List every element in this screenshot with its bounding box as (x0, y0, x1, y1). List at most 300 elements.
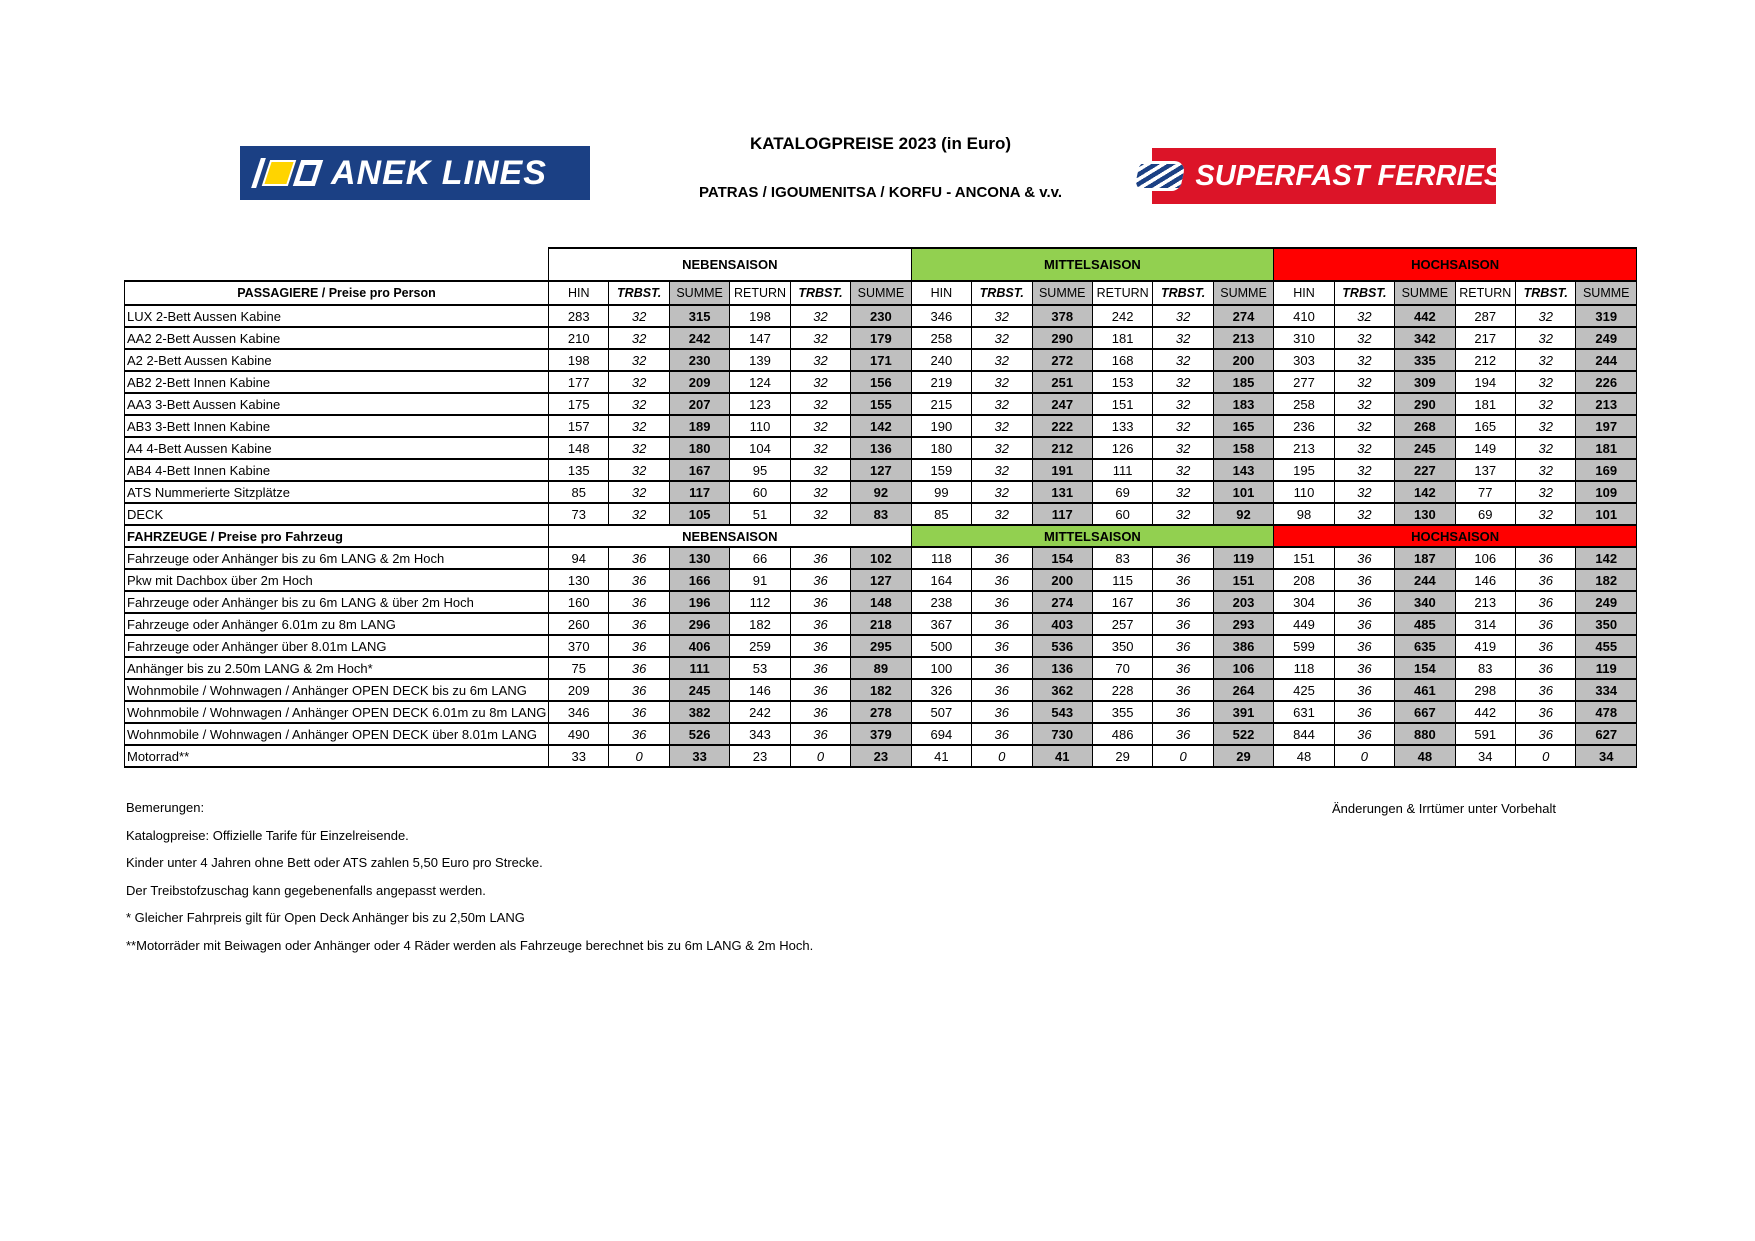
price-cell: 32 (1334, 459, 1394, 481)
price-cell: 631 (1274, 701, 1334, 723)
price-cell: 309 (1395, 371, 1455, 393)
price-cell: 32 (1334, 437, 1394, 459)
table-row (125, 745, 1637, 767)
col-header-summe: SUMME (1395, 281, 1455, 305)
price-cell: 48 (1274, 745, 1334, 767)
price-cell: 142 (851, 415, 911, 437)
price-cell: 191 (1032, 459, 1092, 481)
price-cell: 32 (609, 437, 669, 459)
price-cell: 32 (972, 371, 1032, 393)
price-cell: 99 (911, 481, 971, 503)
column-header-row (125, 281, 1637, 305)
price-cell: 406 (669, 635, 729, 657)
price-cell: 36 (609, 679, 669, 701)
price-cell: 258 (1274, 393, 1334, 415)
col-header-summe: SUMME (1576, 281, 1637, 305)
price-cell: 41 (911, 745, 971, 767)
price-cell: 32 (790, 305, 850, 327)
price-cell: 32 (609, 393, 669, 415)
table-row (125, 349, 1637, 371)
price-cell: 32 (609, 415, 669, 437)
price-cell: 310 (1274, 327, 1334, 349)
price-cell: 32 (790, 437, 850, 459)
price-cell: 226 (1576, 371, 1637, 393)
price-cell: 124 (730, 371, 790, 393)
price-cell: 591 (1455, 723, 1515, 745)
price-cell: 104 (730, 437, 790, 459)
table-row (125, 481, 1637, 503)
price-cell: 36 (790, 679, 850, 701)
price-cell: 315 (669, 305, 729, 327)
price-cell: 94 (549, 547, 609, 569)
price-cell: 36 (972, 569, 1032, 591)
flag-yellow-box (262, 160, 296, 186)
price-cell: 32 (790, 415, 850, 437)
blank-cell (125, 248, 549, 281)
price-cell: 32 (1153, 327, 1213, 349)
row-label: AB3 3-Bett Innen Kabine (125, 415, 549, 437)
price-cell: 153 (1092, 371, 1152, 393)
table-head-static (125, 248, 1637, 305)
disclaimer-text: Änderungen & Irrtümer unter Vorbehalt (1332, 801, 1557, 816)
price-cell: 36 (1334, 657, 1394, 679)
price-cell: 36 (972, 701, 1032, 723)
price-cell: 171 (851, 349, 911, 371)
price-cell: 32 (1153, 305, 1213, 327)
table-row (125, 547, 1637, 569)
passenger-section-header: PASSAGIERE / Preise pro Person (125, 281, 549, 305)
superfast-ferries-logo (1152, 148, 1511, 204)
price-cell: 182 (851, 679, 911, 701)
price-cell: 66 (730, 547, 790, 569)
price-cell: 32 (609, 459, 669, 481)
price-cell: 36 (1516, 635, 1576, 657)
superfast-flag-icon (1134, 161, 1186, 191)
price-cell: 32 (1334, 415, 1394, 437)
price-cell: 36 (609, 657, 669, 679)
price-cell: 36 (972, 723, 1032, 745)
price-cell: 251 (1032, 371, 1092, 393)
price-cell: 442 (1395, 305, 1455, 327)
price-cell: 386 (1213, 635, 1273, 657)
price-cell: 157 (549, 415, 609, 437)
price-cell: 342 (1395, 327, 1455, 349)
price-cell: 461 (1395, 679, 1455, 701)
price-cell: 486 (1092, 723, 1152, 745)
anek-logo-text: ANEK LINES (331, 153, 547, 192)
season-mittelsaison: MITTELSAISON (911, 248, 1274, 281)
price-cell: 136 (1032, 657, 1092, 679)
price-cell: 36 (790, 591, 850, 613)
price-cell: 32 (609, 349, 669, 371)
price-cell: 230 (851, 305, 911, 327)
price-cell: 36 (972, 635, 1032, 657)
price-cell: 200 (1213, 349, 1273, 371)
price-cell: 32 (790, 481, 850, 503)
row-label: Motorrad** (125, 745, 549, 767)
col-header-summe: SUMME (851, 281, 911, 305)
price-cell: 36 (1516, 591, 1576, 613)
price-cell: 112 (730, 591, 790, 613)
table-row (125, 393, 1637, 415)
price-cell: 536 (1032, 635, 1092, 657)
table-row (125, 723, 1637, 745)
note-line: * Gleicher Fahrpreis gilt für Open Deck Anhänger bis zu 2,50m LANG (126, 910, 525, 925)
price-cell: 382 (669, 701, 729, 723)
price-cell: 69 (1455, 503, 1515, 525)
price-cell: 526 (669, 723, 729, 745)
price-cell: 335 (1395, 349, 1455, 371)
price-cell: 180 (911, 437, 971, 459)
price-cell: 36 (1334, 679, 1394, 701)
price-cell: 227 (1395, 459, 1455, 481)
col-header-trbst: TRBST. (609, 281, 669, 305)
price-cell: 181 (1576, 437, 1637, 459)
price-cell: 219 (911, 371, 971, 393)
price-cell: 117 (669, 481, 729, 503)
price-cell: 131 (1032, 481, 1092, 503)
price-cell: 36 (1153, 657, 1213, 679)
row-label: Wohnmobile / Wohnwagen / Anhänger OPEN DECK bis zu 6m LANG (125, 679, 549, 701)
price-cell: 32 (972, 327, 1032, 349)
vehicle-section-header: FAHRZEUGE / Preise pro Fahrzeug (125, 525, 549, 547)
price-cell: 36 (609, 613, 669, 635)
price-cell: 32 (1516, 481, 1576, 503)
table-row (125, 437, 1637, 459)
price-cell: 425 (1274, 679, 1334, 701)
table-row (125, 591, 1637, 613)
price-cell: 142 (1395, 481, 1455, 503)
price-cell: 346 (549, 701, 609, 723)
price-cell: 148 (549, 437, 609, 459)
price-cell: 350 (1576, 613, 1637, 635)
price-cell: 367 (911, 613, 971, 635)
price-cell: 249 (1576, 591, 1637, 613)
table-row (125, 657, 1637, 679)
price-cell: 142 (1576, 547, 1637, 569)
row-label: Fahrzeuge oder Anhänger bis zu 6m LANG & über 2m Hoch (125, 591, 549, 613)
price-cell: 198 (549, 349, 609, 371)
season-nebensaison: NEBENSAISON (549, 248, 912, 281)
note-line: **Motorräder mit Beiwagen oder Anhänger oder 4 Räder werden als Fahrzeuge berechnet bis zu 6m LANG & 2m Hoch. (126, 937, 814, 953)
price-cell: 198 (730, 305, 790, 327)
price-cell: 106 (1213, 657, 1273, 679)
price-cell: 23 (851, 745, 911, 767)
price-cell: 213 (1213, 327, 1273, 349)
price-cell: 118 (1274, 657, 1334, 679)
price-cell: 151 (1274, 547, 1334, 569)
flag-white-box (293, 160, 323, 186)
price-cell: 378 (1032, 305, 1092, 327)
price-cell: 304 (1274, 591, 1334, 613)
price-cell: 32 (1334, 393, 1394, 415)
price-cell: 543 (1032, 701, 1092, 723)
price-cell: 101 (1576, 503, 1637, 525)
price-cell: 89 (851, 657, 911, 679)
price-cell: 70 (1092, 657, 1152, 679)
col-header-trbst: TRBST. (1334, 281, 1394, 305)
price-cell: 155 (851, 393, 911, 415)
price-cell: 32 (1334, 481, 1394, 503)
price-cell: 32 (972, 459, 1032, 481)
price-cell: 32 (972, 437, 1032, 459)
price-cell: 111 (669, 657, 729, 679)
price-cell: 127 (851, 459, 911, 481)
price-cell: 244 (1576, 349, 1637, 371)
price-cell: 264 (1213, 679, 1273, 701)
price-cell: 159 (911, 459, 971, 481)
price-cell: 32 (1516, 459, 1576, 481)
vehicle-head-static (125, 525, 1637, 547)
price-cell: 32 (1516, 415, 1576, 437)
price-cell: 149 (1455, 437, 1515, 459)
col-header-hin: HIN (1274, 281, 1334, 305)
price-cell: 151 (1092, 393, 1152, 415)
price-cell: 32 (972, 503, 1032, 525)
note-line: Der Treibstofzuschag kann gegebenenfalls angepasst werden. (126, 882, 486, 898)
price-cell: 33 (669, 745, 729, 767)
price-cell: 362 (1032, 679, 1092, 701)
price-cell: 83 (1455, 657, 1515, 679)
price-cell: 32 (790, 459, 850, 481)
col-header-trbst: TRBST. (972, 281, 1032, 305)
price-cell: 213 (1274, 437, 1334, 459)
price-cell: 478 (1576, 701, 1637, 723)
price-cell: 287 (1455, 305, 1515, 327)
price-cell: 183 (1213, 393, 1273, 415)
price-cell: 32 (1334, 349, 1394, 371)
price-cell: 92 (851, 481, 911, 503)
price-cell: 36 (972, 547, 1032, 569)
price-cell: 32 (1153, 349, 1213, 371)
price-cell: 242 (1092, 305, 1152, 327)
price-cell: 0 (1516, 745, 1576, 767)
price-cell: 115 (1092, 569, 1152, 591)
price-cell: 242 (730, 701, 790, 723)
price-cell: 32 (1516, 349, 1576, 371)
price-cell: 167 (1092, 591, 1152, 613)
price-cell: 295 (851, 635, 911, 657)
price-cell: 290 (1395, 393, 1455, 415)
price-cell: 83 (851, 503, 911, 525)
price-cell: 36 (609, 591, 669, 613)
price-cell: 95 (730, 459, 790, 481)
price-cell: 60 (1092, 503, 1152, 525)
price-cell: 91 (730, 569, 790, 591)
price-cell: 102 (851, 547, 911, 569)
table-row (125, 503, 1637, 525)
price-cell: 36 (1516, 701, 1576, 723)
price-cell: 32 (972, 415, 1032, 437)
price-cell: 23 (730, 745, 790, 767)
price-cell: 36 (790, 635, 850, 657)
price-cell: 260 (549, 613, 609, 635)
price-cell: 247 (1032, 393, 1092, 415)
price-cell: 218 (851, 613, 911, 635)
price-cell: 213 (1455, 591, 1515, 613)
note-line: Bemerungen: (126, 800, 205, 815)
row-label: DECK (125, 503, 549, 525)
price-cell: 185 (1213, 371, 1273, 393)
row-label: AA2 2-Bett Aussen Kabine (125, 327, 549, 349)
price-cell: 32 (609, 503, 669, 525)
price-cell: 0 (609, 745, 669, 767)
price-cell: 100 (911, 657, 971, 679)
price-cell: 36 (609, 547, 669, 569)
price-cell: 101 (1213, 481, 1273, 503)
price-cell: 130 (669, 547, 729, 569)
price-cell: 36 (1153, 635, 1213, 657)
price-cell: 296 (669, 613, 729, 635)
row-label: AA3 3-Bett Aussen Kabine (125, 393, 549, 415)
price-cell: 36 (1153, 591, 1213, 613)
price-cell: 350 (1092, 635, 1152, 657)
price-cell: 319 (1576, 305, 1637, 327)
price-cell: 730 (1032, 723, 1092, 745)
price-cell: 187 (1395, 547, 1455, 569)
price-cell: 32 (790, 503, 850, 525)
col-header-return: RETURN (1455, 281, 1515, 305)
price-cell: 146 (730, 679, 790, 701)
price-cell: 36 (790, 569, 850, 591)
price-cell: 334 (1576, 679, 1637, 701)
price-cell: 36 (972, 657, 1032, 679)
price-cell: 189 (669, 415, 729, 437)
price-cell: 210 (549, 327, 609, 349)
price-cell: 190 (911, 415, 971, 437)
row-label: Fahrzeuge oder Anhänger über 8.01m LANG (125, 635, 549, 657)
price-cell: 259 (730, 635, 790, 657)
price-cell: 167 (669, 459, 729, 481)
price-cell: 36 (790, 723, 850, 745)
vehicle-season-header-row (125, 525, 1637, 547)
price-cell: 32 (972, 481, 1032, 503)
price-cell: 36 (609, 701, 669, 723)
table-row (125, 569, 1637, 591)
table-row (125, 635, 1637, 657)
price-cell: 298 (1455, 679, 1515, 701)
price-cell: 36 (1153, 679, 1213, 701)
price-cell: 154 (1032, 547, 1092, 569)
price-cell: 303 (1274, 349, 1334, 371)
price-cell: 36 (1153, 723, 1213, 745)
price-cell: 105 (669, 503, 729, 525)
price-cell: 236 (1274, 415, 1334, 437)
price-cell: 36 (609, 635, 669, 657)
price-cell: 507 (911, 701, 971, 723)
price-cell: 314 (1455, 613, 1515, 635)
price-cell: 146 (1455, 569, 1515, 591)
price-cell: 209 (669, 371, 729, 393)
price-cell: 36 (1334, 701, 1394, 723)
price-cell: 151 (1213, 569, 1273, 591)
price-cell: 36 (1516, 723, 1576, 745)
price-cell: 169 (1576, 459, 1637, 481)
price-cell: 36 (1516, 569, 1576, 591)
row-label: LUX 2-Bett Aussen Kabine (125, 305, 549, 327)
passenger-rows (125, 305, 1637, 525)
row-label: AB4 4-Bett Innen Kabine (125, 459, 549, 481)
price-cell: 522 (1213, 723, 1273, 745)
price-cell: 242 (669, 327, 729, 349)
price-cell: 147 (730, 327, 790, 349)
route-subtitle: PATRAS / IGOUMENITSA / KORFU - ANCONA & v.v. (698, 184, 1063, 201)
price-cell: 77 (1455, 481, 1515, 503)
price-cell: 213 (1576, 393, 1637, 415)
price-cell: 166 (669, 569, 729, 591)
price-cell: 160 (549, 591, 609, 613)
price-cell: 165 (1213, 415, 1273, 437)
price-cell: 181 (1455, 393, 1515, 415)
price-cell: 36 (972, 679, 1032, 701)
price-cell: 222 (1032, 415, 1092, 437)
price-cell: 32 (972, 393, 1032, 415)
price-cell: 36 (790, 547, 850, 569)
price-cell: 32 (1516, 503, 1576, 525)
price-cell: 274 (1213, 305, 1273, 327)
price-cell: 340 (1395, 591, 1455, 613)
price-cell: 599 (1274, 635, 1334, 657)
price-cell: 98 (1274, 503, 1334, 525)
price-cell: 36 (1153, 547, 1213, 569)
price-cell: 290 (1032, 327, 1092, 349)
price-cell: 85 (549, 481, 609, 503)
row-label: Wohnmobile / Wohnwagen / Anhänger OPEN DECK über 8.01m LANG (125, 723, 549, 745)
price-cell: 627 (1576, 723, 1637, 745)
price-cell: 32 (972, 349, 1032, 371)
price-cell: 208 (1274, 569, 1334, 591)
price-cell: 53 (730, 657, 790, 679)
price-cell: 143 (1213, 459, 1273, 481)
price-cell: 158 (1213, 437, 1273, 459)
price-cell: 36 (1153, 569, 1213, 591)
price-cell: 32 (1334, 305, 1394, 327)
price-cell: 293 (1213, 613, 1273, 635)
price-cell: 139 (730, 349, 790, 371)
price-cell: 32 (609, 481, 669, 503)
note-line: Katalogpreise: Offizielle Tarife für Einzelreisende. (126, 827, 409, 843)
price-cell: 111 (1092, 459, 1152, 481)
price-cell: 177 (549, 371, 609, 393)
col-header-trbst: TRBST. (1153, 281, 1213, 305)
price-cell: 136 (851, 437, 911, 459)
row-label: ATS Nummerierte Sitzplätze (125, 481, 549, 503)
col-header-summe: SUMME (1032, 281, 1092, 305)
registered-mark: ® (1503, 165, 1511, 177)
price-cell: 391 (1213, 701, 1273, 723)
price-cell: 32 (1153, 437, 1213, 459)
price-cell: 36 (790, 701, 850, 723)
price-cell: 69 (1092, 481, 1152, 503)
price-cell: 109 (1576, 481, 1637, 503)
price-cell: 32 (790, 349, 850, 371)
price-cell: 36 (1153, 613, 1213, 635)
price-cell: 258 (911, 327, 971, 349)
col-header-summe: SUMME (1213, 281, 1273, 305)
price-cell: 196 (669, 591, 729, 613)
price-cell: 32 (1153, 415, 1213, 437)
price-cell: 119 (1213, 547, 1273, 569)
price-cell: 880 (1395, 723, 1455, 745)
price-cell: 36 (1516, 547, 1576, 569)
price-cell: 32 (1516, 393, 1576, 415)
price-cell: 106 (1455, 547, 1515, 569)
row-label: Fahrzeuge oder Anhänger 6.01m zu 8m LANG (125, 613, 549, 635)
price-cell: 32 (1334, 327, 1394, 349)
col-header-summe: SUMME (669, 281, 729, 305)
price-cell: 32 (1334, 503, 1394, 525)
price-cell: 36 (609, 723, 669, 745)
